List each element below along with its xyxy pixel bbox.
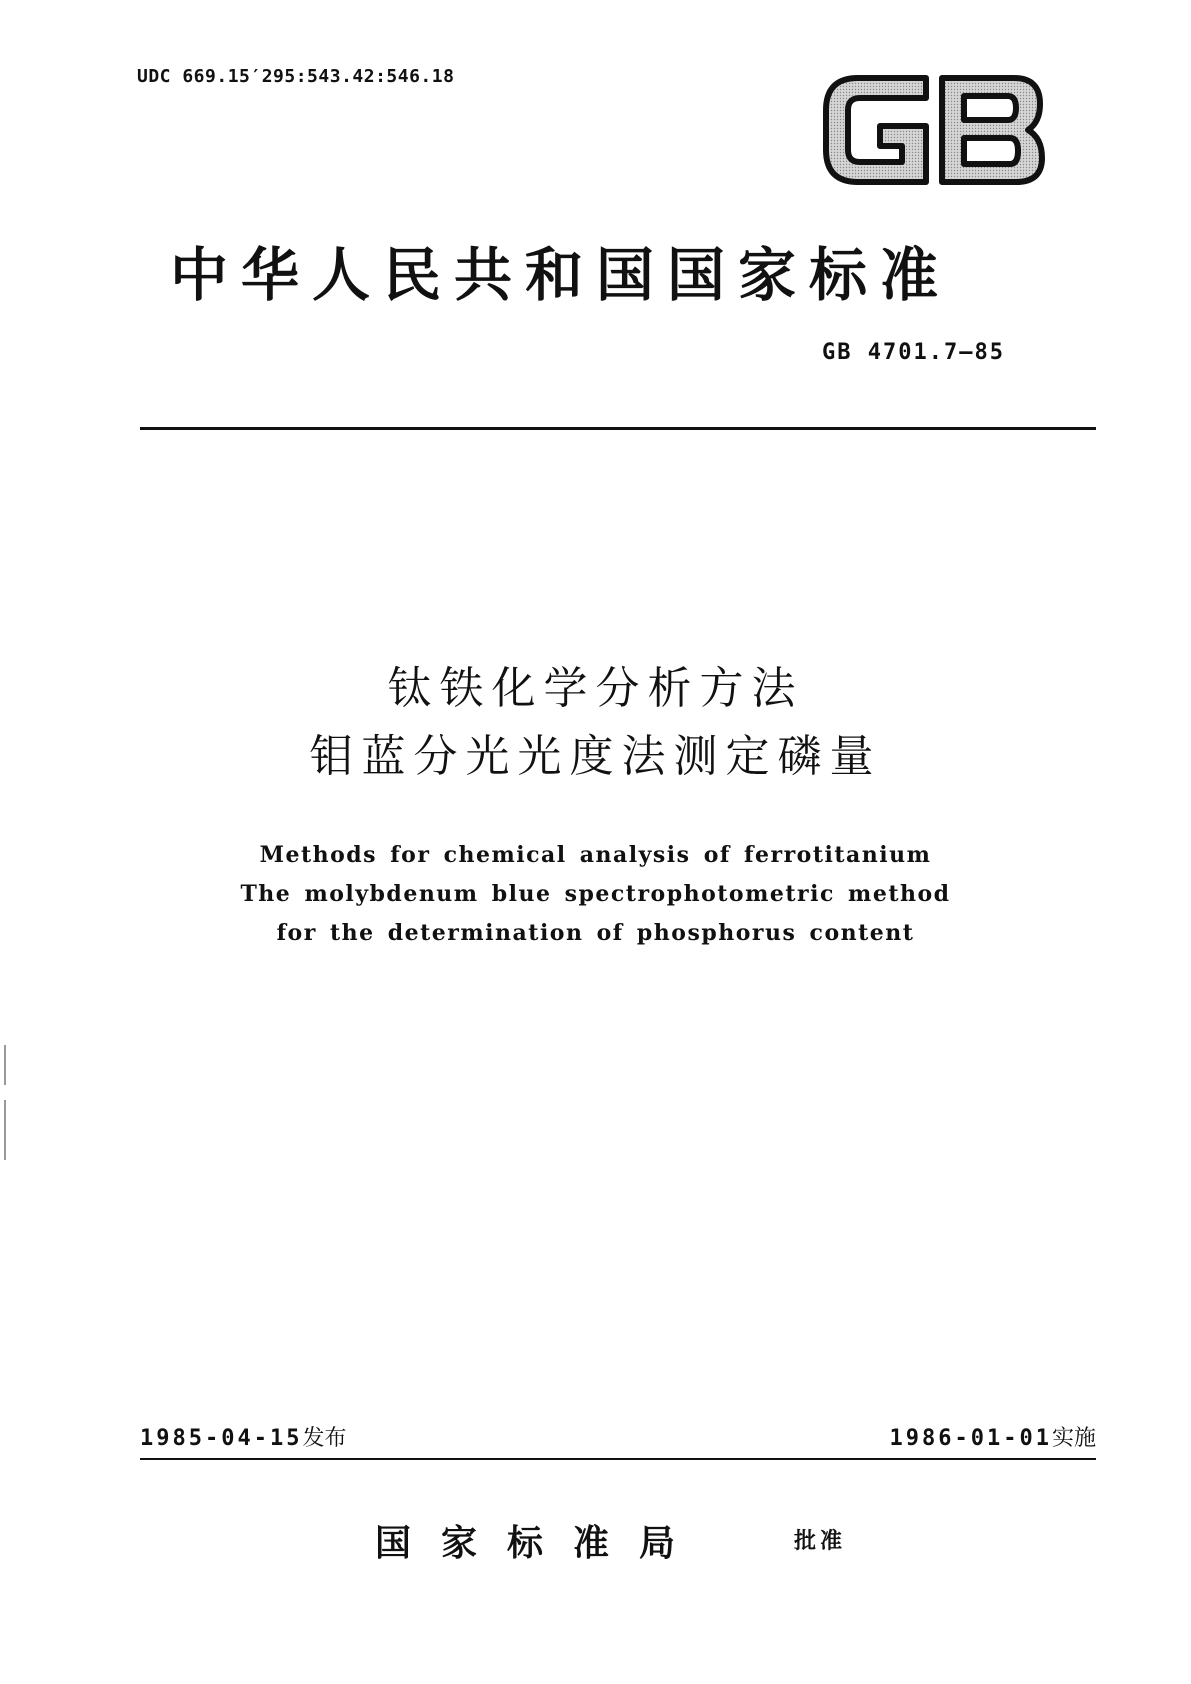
implemented-label: 实施 <box>1051 1426 1096 1451</box>
english-title-line3: for the determination of phosphorus content <box>276 920 915 946</box>
scan-margin-mark <box>4 1100 6 1160</box>
top-divider <box>140 427 1096 430</box>
bottom-divider <box>140 1458 1096 1460</box>
scan-margin-mark <box>4 1045 6 1085</box>
implemented-date: 1986-01-01 <box>889 1426 1052 1451</box>
chinese-title-line1: 钛铁化学分析方法 <box>387 663 804 714</box>
chinese-title <box>0 655 1191 791</box>
standard-number: GB 4701.7—85 <box>822 340 1005 365</box>
chinese-title-line2: 钼蓝分光光度法测定磷量 <box>309 731 882 782</box>
issued-label: 发布 <box>302 1426 347 1451</box>
approving-authority: 国家标准局 <box>375 1522 706 1564</box>
gb-logo <box>818 70 1050 190</box>
english-title <box>0 836 1191 953</box>
udc-code: UDC 669.15′295:543.42:546.18 <box>137 66 455 87</box>
issued-date: 1985-04-15 <box>140 1426 303 1451</box>
approve-label: 批准 <box>794 1529 847 1554</box>
issued-date-line <box>140 1421 346 1452</box>
national-standard-title: 中华人民共和国国家标准 <box>170 241 952 309</box>
implemented-date-line <box>890 1421 1096 1452</box>
english-title-line2: The molybdenum blue spectrophotometric method <box>240 881 951 907</box>
english-title-line1: Methods for chemical analysis of ferrotitanium <box>259 842 932 868</box>
